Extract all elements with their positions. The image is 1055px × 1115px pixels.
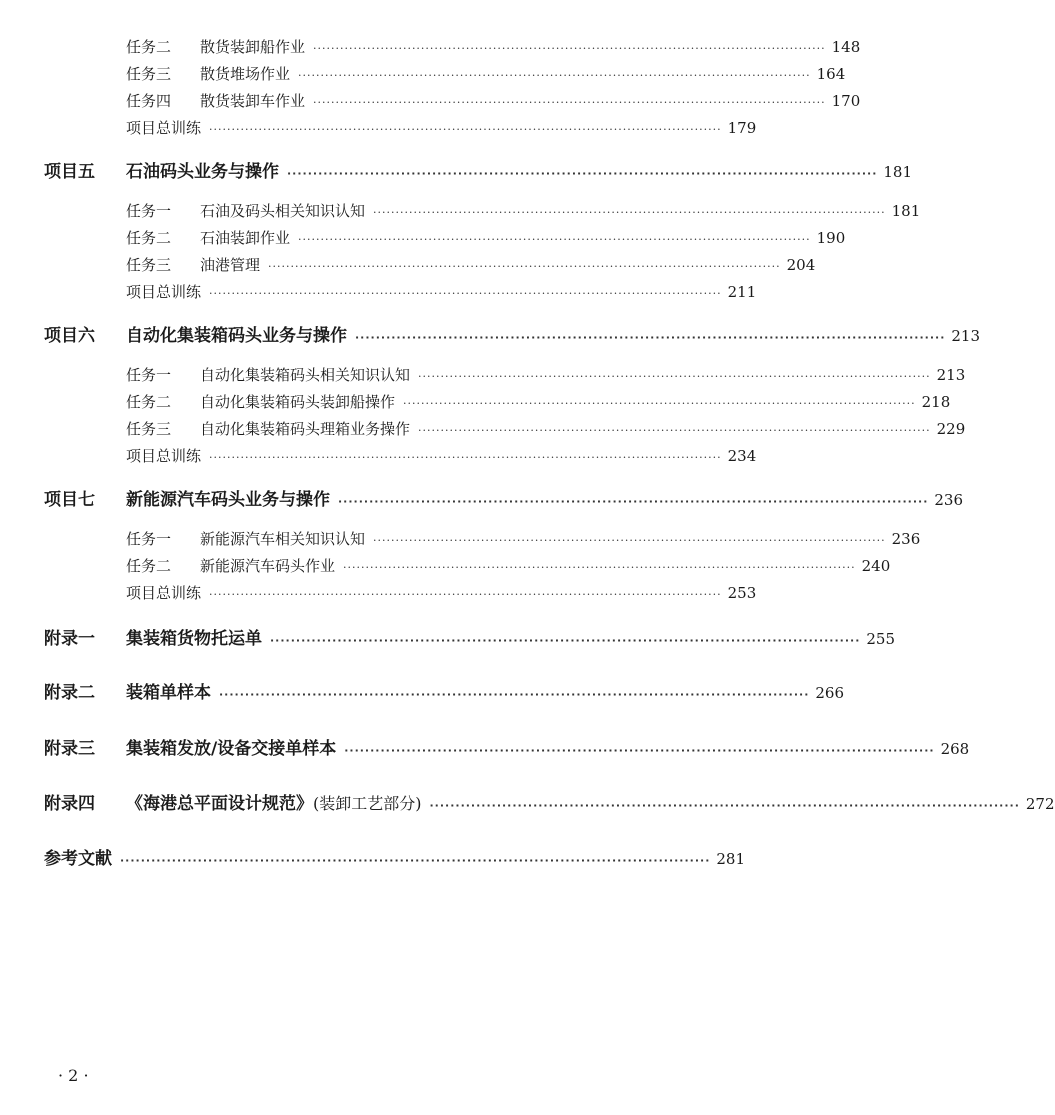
toc-entry-training[interactable] bbox=[126, 445, 757, 466]
entry-page: 170 bbox=[831, 92, 861, 110]
entry-title: 散货堆场作业 bbox=[200, 65, 291, 83]
entry-page: 148 bbox=[831, 38, 861, 56]
dot-leader: ·················································································································· bbox=[313, 96, 826, 109]
appendix-page: 272 bbox=[1025, 795, 1055, 813]
appendix-title: 集装箱货物托运单 bbox=[126, 629, 262, 649]
entry-label: 任务二 bbox=[126, 229, 172, 247]
dot-leader: ·················································································································· bbox=[298, 233, 811, 246]
entry-label: 任务一 bbox=[126, 530, 172, 548]
entry-title: 项目总训练 bbox=[126, 584, 202, 602]
entry-label: 任务二 bbox=[126, 557, 172, 575]
dot-leader: ·················································································································· bbox=[373, 534, 886, 547]
entry-page: 253 bbox=[727, 584, 757, 602]
appendix-page: 268 bbox=[940, 740, 970, 758]
appendix-page: 255 bbox=[866, 630, 896, 648]
chapter-title: 自动化集装箱码头业务与操作 bbox=[126, 326, 347, 346]
toc-entry-training[interactable] bbox=[126, 582, 757, 603]
entry-page: 229 bbox=[936, 420, 966, 438]
chapter-page: 236 bbox=[934, 491, 964, 509]
toc-entry-training[interactable] bbox=[126, 117, 757, 138]
entry-title: 油港管理 bbox=[200, 256, 261, 274]
dot-leader: ·················································································································· bbox=[209, 451, 722, 464]
toc-references[interactable] bbox=[44, 844, 746, 869]
dot-leader: ·················································································································· bbox=[313, 42, 826, 55]
toc-entry[interactable] bbox=[126, 555, 891, 576]
dot-leader: ·················································································································· bbox=[373, 206, 886, 219]
page-number: · 2 · bbox=[58, 1066, 89, 1085]
entry-page: 204 bbox=[786, 256, 816, 274]
entry-title: 自动化集装箱码头装卸船操作 bbox=[200, 393, 396, 411]
references-page: 281 bbox=[716, 850, 746, 868]
entry-label: 任务二 bbox=[126, 393, 172, 411]
dot-leader: ·················································································································· bbox=[209, 287, 722, 300]
entry-title: 新能源汽车相关知识认知 bbox=[200, 530, 366, 548]
dot-leader: ·················································································································· bbox=[268, 260, 781, 273]
chapter-label: 项目五 bbox=[44, 162, 95, 182]
appendix-label: 附录一 bbox=[44, 629, 95, 649]
entry-page: 181 bbox=[891, 202, 921, 220]
dot-leader: ·················································································································· bbox=[219, 688, 810, 701]
appendix-label: 附录二 bbox=[44, 683, 95, 703]
toc-entry[interactable] bbox=[126, 418, 966, 439]
toc-appendix[interactable] bbox=[44, 624, 896, 649]
entry-title: 自动化集装箱码头相关知识认知 bbox=[200, 366, 411, 384]
appendix-page: 266 bbox=[815, 684, 845, 702]
entry-title: 新能源汽车码头作业 bbox=[200, 557, 336, 575]
entry-page: 164 bbox=[816, 65, 846, 83]
entry-label: 任务一 bbox=[126, 202, 172, 220]
dot-leader: ·················································································································· bbox=[355, 331, 946, 344]
chapter-title: 新能源汽车码头业务与操作 bbox=[126, 490, 330, 510]
toc-entry[interactable] bbox=[126, 391, 951, 412]
entry-title: 项目总训练 bbox=[126, 447, 202, 465]
chapter-label: 项目七 bbox=[44, 490, 95, 510]
entry-page: 190 bbox=[816, 229, 846, 247]
entry-page: 234 bbox=[727, 447, 757, 465]
entry-title: 自动化集装箱码头理箱业务操作 bbox=[200, 420, 411, 438]
toc-appendix[interactable] bbox=[44, 678, 845, 703]
entry-label: 任务一 bbox=[126, 366, 172, 384]
entry-page: 218 bbox=[921, 393, 951, 411]
toc-appendix[interactable] bbox=[44, 789, 1055, 814]
dot-leader: ·················································································································· bbox=[287, 167, 878, 180]
dot-leader: ·················································································································· bbox=[209, 588, 722, 601]
chapter-title: 石油码头业务与操作 bbox=[126, 162, 279, 182]
toc-entry[interactable] bbox=[126, 364, 966, 385]
chapter-page: 181 bbox=[883, 163, 913, 181]
toc-entry[interactable] bbox=[126, 254, 816, 275]
entry-label: 任务三 bbox=[126, 256, 172, 274]
appendix-title-suffix: (装卸工艺部分) bbox=[313, 794, 422, 813]
appendix-title: 《海港总平面设计规范》 bbox=[126, 794, 313, 814]
dot-leader: ·················································································································· bbox=[403, 397, 916, 410]
references-title: 参考文献 bbox=[44, 849, 112, 869]
entry-page: 179 bbox=[727, 119, 757, 137]
entry-page: 236 bbox=[891, 530, 921, 548]
dot-leader: ·················································································································· bbox=[343, 561, 856, 574]
dot-leader: ·················································································································· bbox=[418, 424, 931, 437]
entry-label: 任务三 bbox=[126, 65, 172, 83]
toc-chapter[interactable] bbox=[44, 157, 913, 182]
entry-label: 任务四 bbox=[126, 92, 172, 110]
appendix-label: 附录四 bbox=[44, 794, 95, 814]
toc-entry[interactable] bbox=[126, 36, 861, 57]
toc-entry[interactable] bbox=[126, 200, 921, 221]
entry-title: 石油及码头相关知识认知 bbox=[200, 202, 366, 220]
entry-page: 213 bbox=[936, 366, 966, 384]
toc-entry[interactable] bbox=[126, 63, 846, 84]
dot-leader: ·················································································································· bbox=[270, 634, 861, 647]
toc-entry[interactable] bbox=[126, 90, 861, 111]
toc-entry[interactable] bbox=[126, 528, 921, 549]
toc-entry-training[interactable] bbox=[126, 281, 757, 302]
toc-entry[interactable] bbox=[126, 227, 846, 248]
entry-page: 211 bbox=[727, 283, 757, 301]
toc-appendix[interactable] bbox=[44, 734, 970, 759]
appendix-title: 装箱单样本 bbox=[126, 683, 211, 703]
entry-label: 任务二 bbox=[126, 38, 172, 56]
chapter-page: 213 bbox=[951, 327, 981, 345]
entry-title: 项目总训练 bbox=[126, 283, 202, 301]
dot-leader: ·················································································································· bbox=[338, 495, 929, 508]
toc-chapter[interactable] bbox=[44, 485, 964, 510]
entry-title: 项目总训练 bbox=[126, 119, 202, 137]
appendix-title: 集装箱发放/设备交接单样本 bbox=[126, 739, 337, 759]
dot-leader: ·················································································································· bbox=[344, 744, 935, 757]
dot-leader: ·················································································································· bbox=[298, 69, 811, 82]
dot-leader: ·················································································································· bbox=[418, 370, 931, 383]
toc-chapter[interactable] bbox=[44, 321, 981, 346]
entry-title: 散货装卸船作业 bbox=[200, 38, 306, 56]
dot-leader: ·················································································································· bbox=[120, 854, 711, 867]
entry-page: 240 bbox=[861, 557, 891, 575]
entry-label: 任务三 bbox=[126, 420, 172, 438]
entry-title: 石油装卸作业 bbox=[200, 229, 291, 247]
appendix-label: 附录三 bbox=[44, 739, 95, 759]
dot-leader: ·················································································································· bbox=[429, 799, 1020, 812]
chapter-label: 项目六 bbox=[44, 326, 95, 346]
dot-leader: ·················································································································· bbox=[209, 123, 722, 136]
entry-title: 散货装卸车作业 bbox=[200, 92, 306, 110]
